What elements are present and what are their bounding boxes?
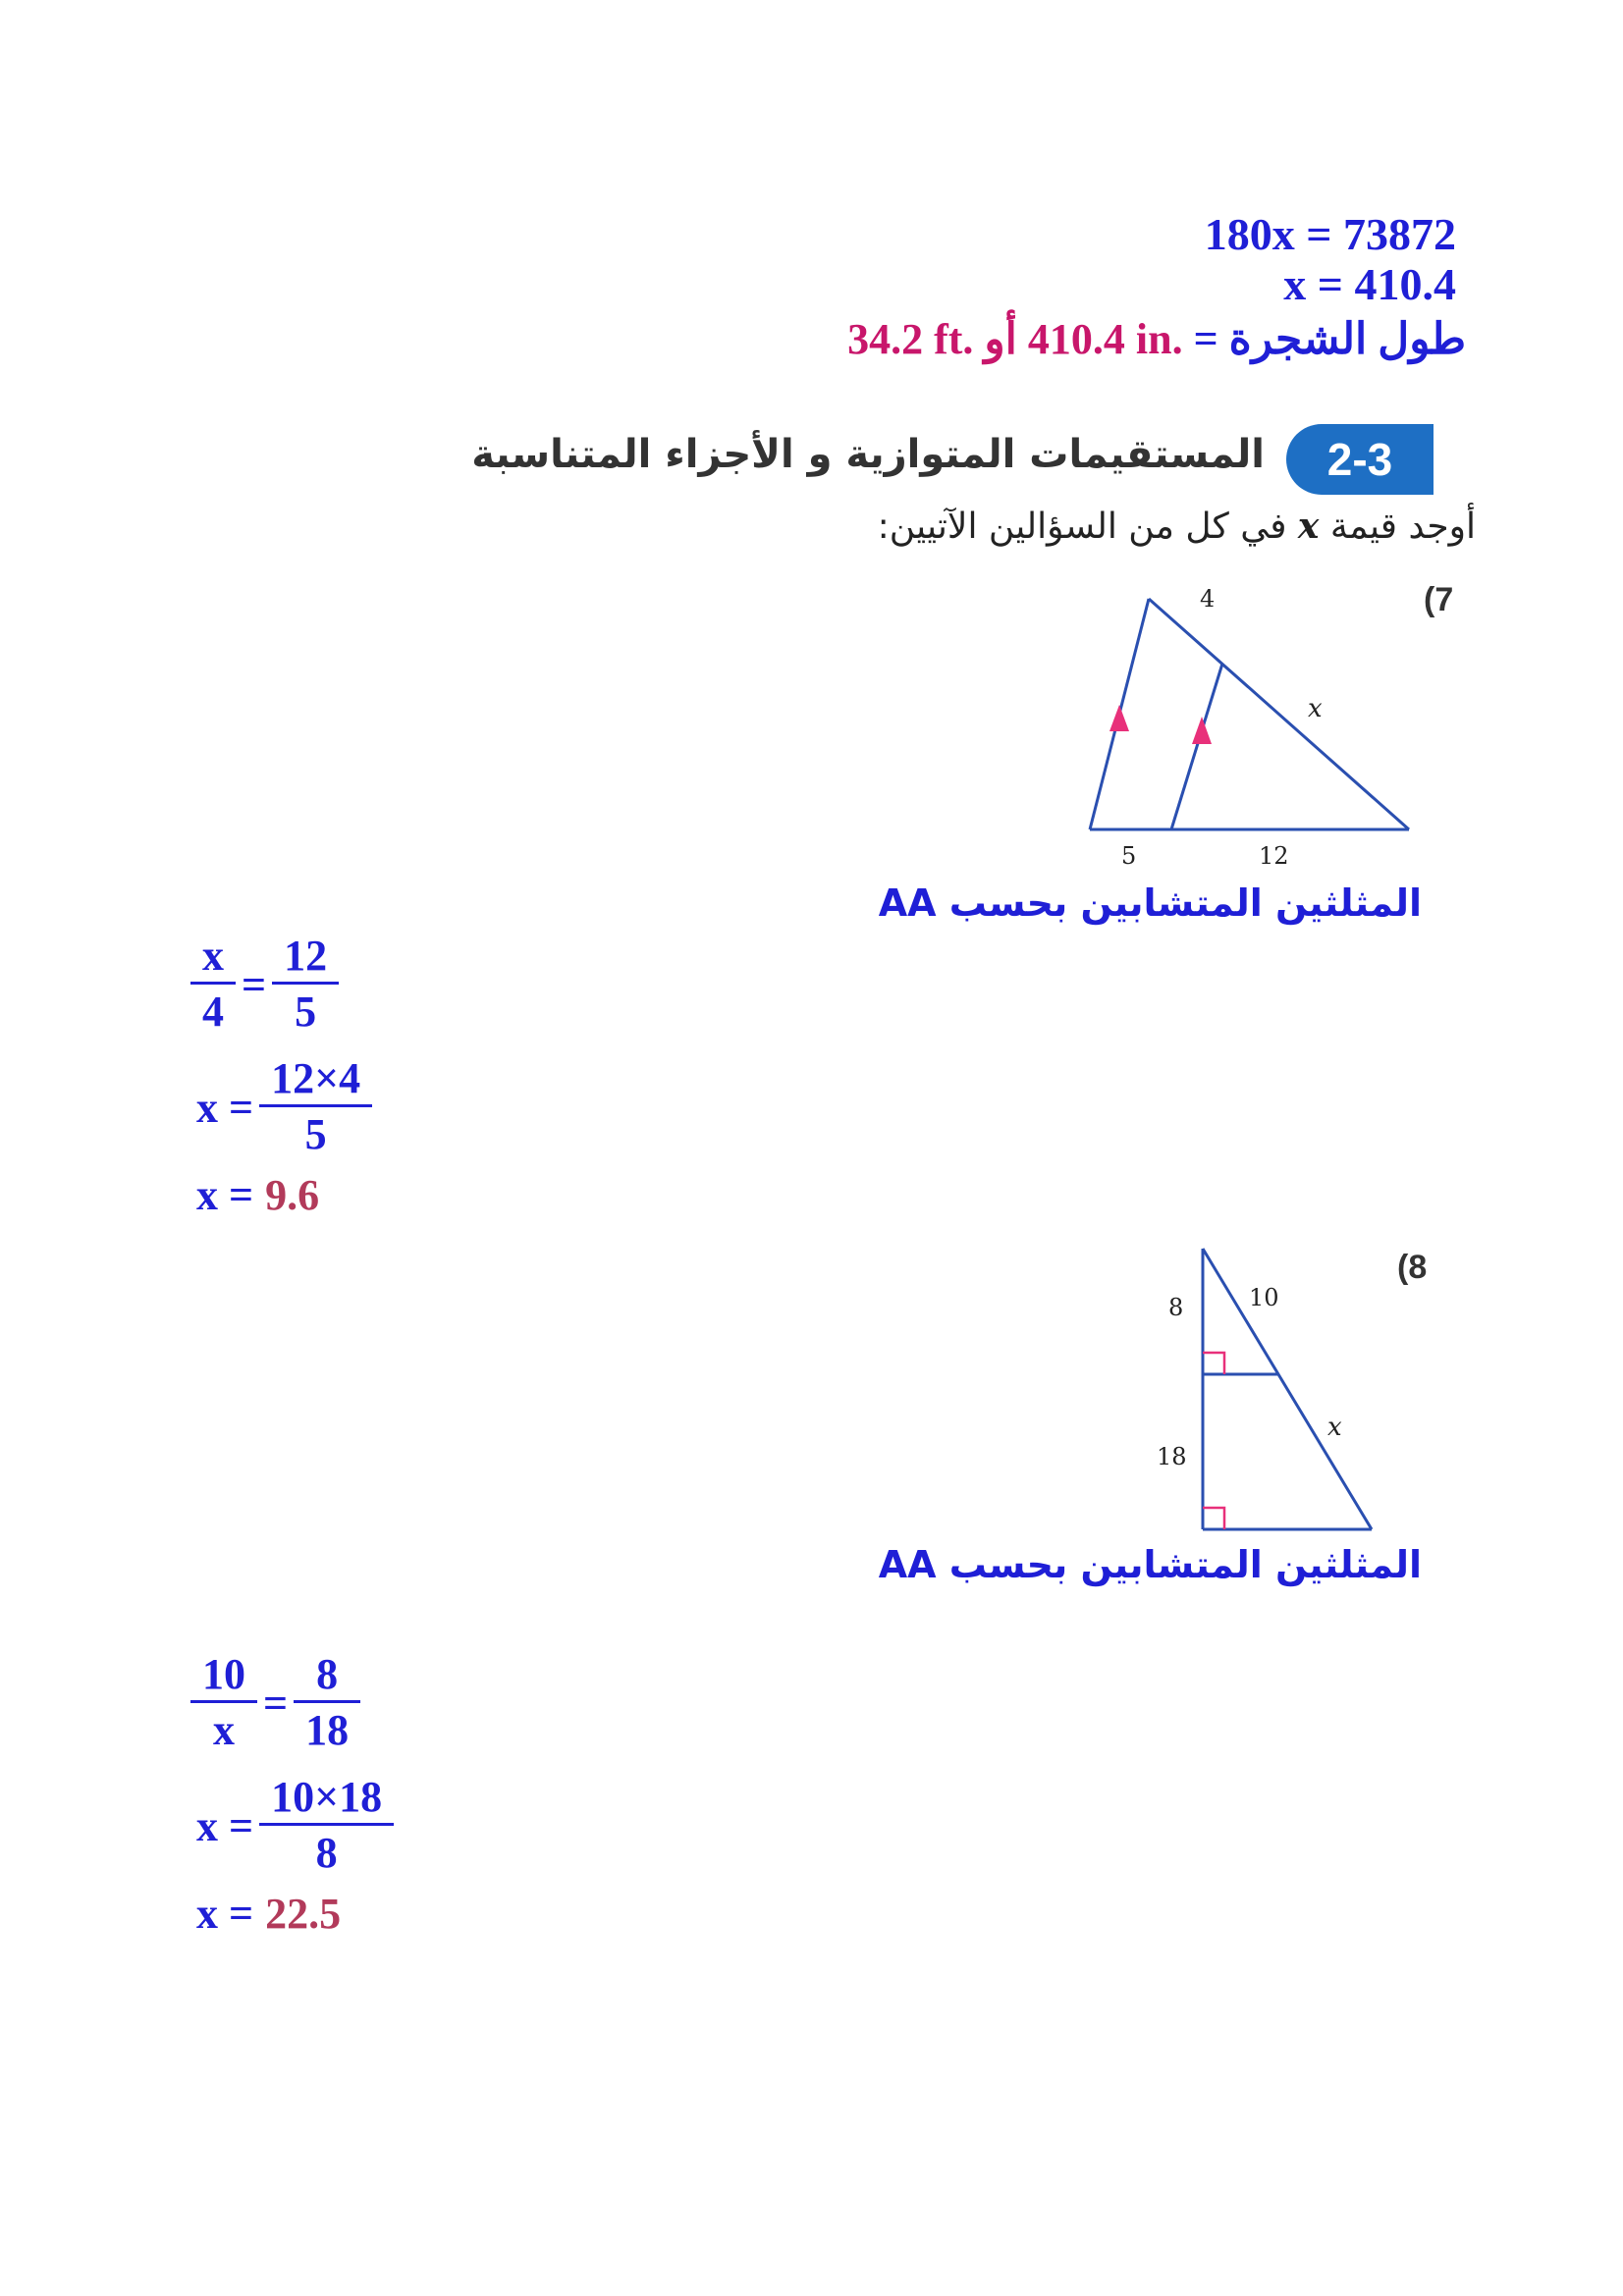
fraction-denominator: 5 [272,982,339,1040]
p8-solve-step [196,1772,388,1881]
x-equals: x = [196,1801,254,1850]
p8-proportion [196,1649,388,1758]
problem-7-number: (7 [1424,581,1454,618]
result-value: 9.6 [265,1171,320,1219]
problem-8-number: (8 [1397,1249,1428,1286]
fraction-numerator: 8 [316,1650,339,1698]
fraction-denominator: 5 [259,1104,372,1162]
tree-height-feet: 34.2 ft. [847,315,974,363]
fraction-numerator: 12 [284,932,328,980]
fraction-denominator: 8 [259,1823,394,1881]
p8-label-hyp-bottom: x [1327,1413,1342,1442]
result-value: 22.5 [265,1890,342,1938]
fraction-numerator: 10×18 [271,1773,383,1821]
equals-sign: = [242,960,267,1009]
instruction-variable: x [1297,506,1320,547]
fraction-numerator: 12×4 [271,1054,361,1102]
equals-sign: = [263,1679,289,1728]
p7-result [196,1170,366,1220]
x-equals: x = [196,1083,254,1132]
tree-height-line [847,314,1466,364]
parallel-arrow-icon [1109,705,1129,731]
tree-height-inches: 410.4 in. [1027,315,1183,363]
fraction-denominator: 4 [190,982,236,1040]
fraction [265,1772,388,1881]
x-equals: x = [196,1890,254,1938]
p7-label-top: 4 [1200,585,1216,613]
fraction-numerator: x [202,932,224,980]
instruction-text [878,506,1476,547]
fraction-numerator: 10 [202,1650,245,1698]
section-badge: 2-3 [1286,424,1434,495]
p8-result [196,1889,388,1939]
right-angle-icon [1203,1353,1224,1374]
x-equals: x = [196,1171,254,1219]
fraction-denominator: 18 [294,1700,360,1758]
p7-parallel-segment [1171,664,1222,829]
fraction [196,1649,251,1758]
parallel-arrow-icon [1192,717,1212,744]
problem-7-work [196,931,366,1220]
fraction [299,1649,354,1758]
problem-8-work [196,1649,388,1939]
tree-height-label: طول الشجرة = [1193,315,1466,363]
equation-line-2: x = 410.4 [1283,259,1456,309]
p7-label-bottom-left: 5 [1121,842,1137,870]
p8-label-left-bottom: 18 [1157,1443,1187,1470]
fraction [278,931,333,1040]
p7-label-hyp: x [1308,694,1323,723]
problem-7-figure [1060,569,1434,883]
problem-7-caption: المثلثين المتشابين بحسب AA [878,881,1422,925]
problem-8-caption: المثلثين المتشابين بحسب AA [878,1543,1422,1586]
instruction-after: في كل من السؤالين الآتيين: [877,507,1287,547]
instruction-before: أوجد قيمة [1329,507,1476,547]
p8-label-hyp-top: 10 [1249,1284,1279,1311]
fraction [265,1053,366,1162]
tree-height-or: أو [984,315,1017,363]
p7-solve-step [196,1053,366,1162]
p8-label-left-top: 8 [1168,1294,1184,1321]
right-angle-icon [1203,1508,1224,1529]
p7-label-bottom-right: 12 [1259,842,1289,870]
problem-8-figure [1139,1227,1394,1541]
equation-line-1: 180x = 73872 [1204,209,1456,259]
fraction [196,931,230,1040]
p7-proportion [196,931,366,1040]
section-title: المستقيمات المتوازية و الأجزاء المتناسبة [471,432,1265,477]
fraction-denominator: x [190,1700,257,1758]
p8-hypotenuse [1203,1249,1372,1529]
p7-hypotenuse [1149,599,1409,829]
